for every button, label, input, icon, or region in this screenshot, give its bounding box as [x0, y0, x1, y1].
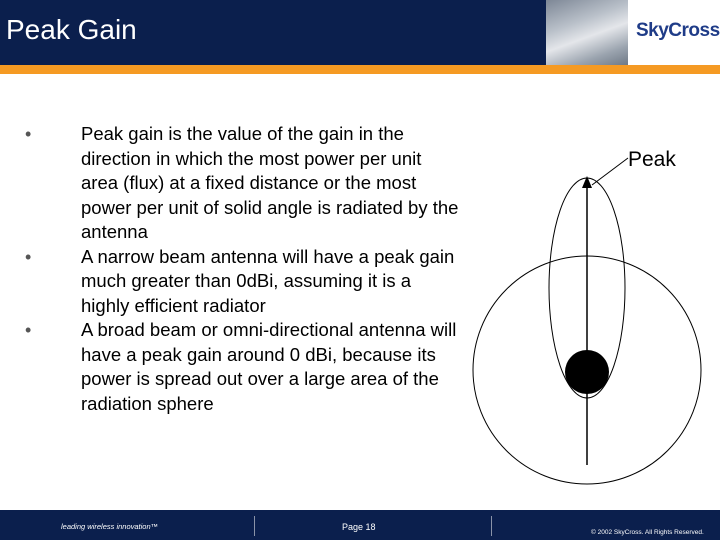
- footer-bar: [0, 510, 720, 540]
- footer-tagline: leading wireless innovation™: [61, 522, 159, 531]
- bullet-item: [0, 318, 461, 416]
- peak-arrowhead: [582, 176, 592, 188]
- accent-bar: [0, 65, 720, 74]
- bullet-icon: •: [25, 124, 32, 144]
- slide-title: Peak Gain: [6, 14, 137, 45]
- bullet-text: A broad beam or omni-directional antenna will have a peak gain around 0 dBi, because its power is spread out over a large area of the radiation sphere: [81, 319, 457, 414]
- antenna-source: [565, 350, 609, 394]
- bullet-icon: •: [25, 320, 32, 340]
- footer-divider: [254, 516, 255, 536]
- bullet-list: [0, 122, 470, 416]
- sky-image: [546, 0, 628, 65]
- logo-area: [628, 0, 720, 65]
- bullet-item: [0, 122, 461, 245]
- page-number: Page 18: [342, 522, 376, 532]
- bullet-icon: •: [25, 246, 32, 267]
- peak-label: Peak: [628, 148, 676, 171]
- bullet-item: [0, 245, 461, 319]
- peak-pointer-line: [592, 158, 628, 185]
- skycross-logo: SkyCross: [636, 20, 720, 41]
- header-bar: [0, 0, 720, 65]
- copyright-text: © 2002 SkyCross. All Rights Reserved.: [591, 529, 704, 536]
- footer-divider: [491, 516, 492, 536]
- bullet-text: Peak gain is the value of the gain in the direction in which the most power per unit area (flux) at a fixed distance or the most power per unit of solid angle is radiated by the antenna: [81, 123, 459, 242]
- radiation-pattern-diagram: [455, 140, 720, 510]
- bullet-text: A narrow beam antenna will have a peak gain much greater than 0dBi, assuming it is a highly efficient radiator: [81, 245, 455, 316]
